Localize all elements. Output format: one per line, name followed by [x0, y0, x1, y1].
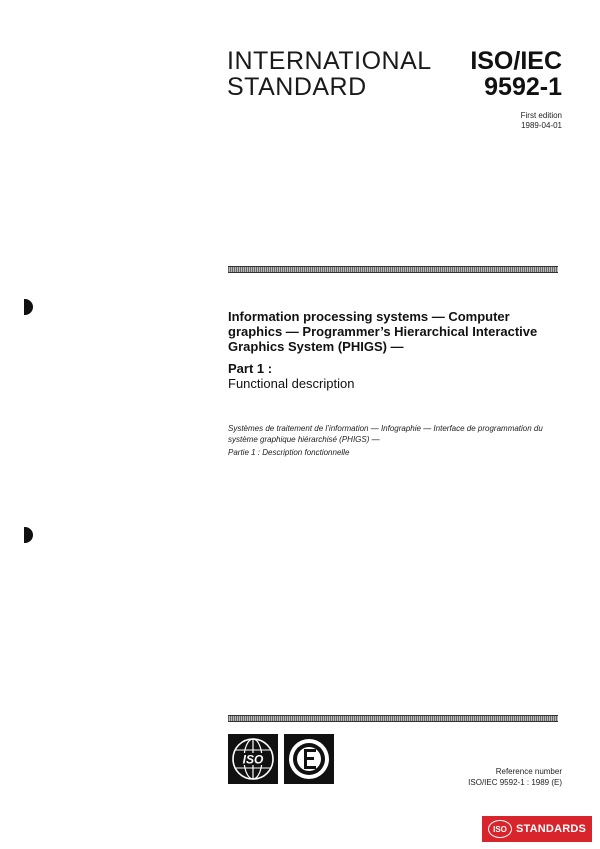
iso-logo-label: ISO	[242, 752, 264, 767]
document-type	[227, 48, 432, 100]
part-subtitle: Functional description	[228, 376, 355, 391]
standard-number	[470, 48, 562, 100]
top-divider	[228, 266, 558, 273]
part-heading: Part 1 :	[228, 361, 273, 376]
iso-logo-icon	[228, 734, 278, 784]
reference-label: Reference number	[495, 767, 562, 776]
edition-info	[521, 111, 562, 131]
french-title: Systèmes de traitement de l’information — Infographie — Interface de programmation du système graphique hiérarchisé (PHIGS) —	[228, 424, 543, 444]
standard-org: ISO/IEC	[470, 47, 562, 75]
reference-block	[468, 766, 562, 788]
punch-hole-marker	[24, 299, 33, 315]
iec-logo-icon	[284, 734, 334, 784]
doc-type-line-1: INTERNATIONAL	[227, 47, 432, 75]
english-title: Information processing systems — Computer graphics — Programmer’s Hierarchical Interactive Graphics System (PHIGS) —	[228, 309, 538, 354]
punch-hole-marker	[24, 527, 33, 543]
edition-label: First edition	[520, 111, 562, 120]
watermark-text: STANDARDS	[516, 823, 587, 835]
reference-number: ISO/IEC 9592-1 : 1989 (E)	[468, 778, 562, 787]
edition-date: 1989-04-01	[521, 121, 562, 130]
watermark-badge	[482, 816, 592, 842]
iec-logo-label: IEC	[306, 780, 312, 784]
standard-code: 9592-1	[484, 73, 562, 101]
doc-type-line-2: STANDARD	[227, 73, 367, 101]
french-part-title: Partie 1 : Description fonctionnelle	[228, 448, 350, 457]
watermark-iso-icon: ISO	[488, 820, 512, 838]
bottom-divider	[228, 715, 558, 722]
